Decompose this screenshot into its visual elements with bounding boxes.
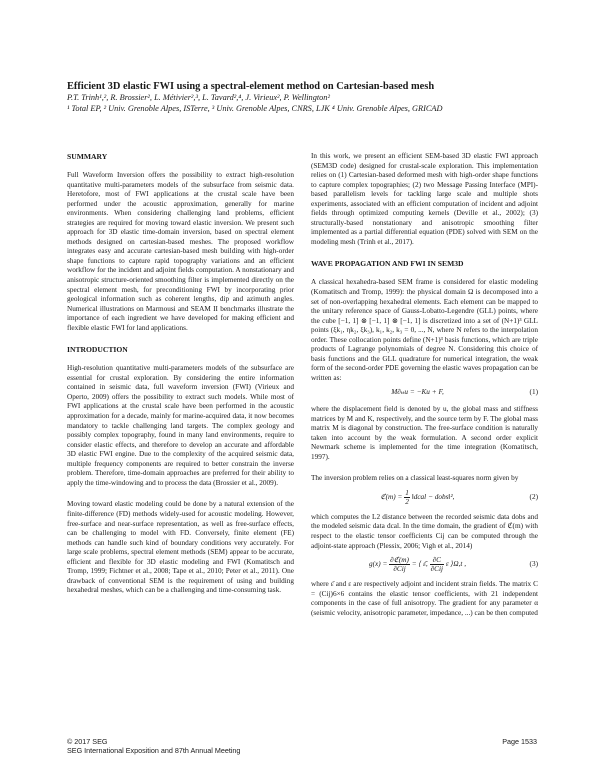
- inversion-paragraph-2: which computes the L2 distance between the recorded seismic data dobs and the modeled seismic data dcal. In the time domain, the gradient of ℭ(m) with respect to the elastic tensor coefficients Cij can be computed through the adjoint-state approach (Plessix, 2006; Vigh et al., 2014): [311, 512, 538, 550]
- equation-3-fraction-2: [430, 556, 444, 573]
- equation-2-fraction-denominator: 2: [405, 497, 409, 506]
- inversion-paragraph-1: The inversion problem relies on a classical least-squares norm given by: [311, 474, 519, 483]
- introduction-heading: INTRODUCTION: [67, 345, 128, 355]
- equation-2-number: (2): [529, 492, 538, 501]
- page-number: Page 1533: [502, 737, 537, 746]
- equation-3-lhs: g(x) =: [368, 560, 390, 569]
- summary-paragraph: Full Waveform Inversion offers the possibility to extract high-resolution quantitative multi-parameters models of the subsurface from seismic data. Heretofore, most of FWI applications at the crustal scale have been performed under the acoustic approximation, generally for marine environments. When considering challenging land problems, efficient strategies are required for moving toward elastic inversion. We present such approach for 3D elastic time-domain inversion, based on spectral element methods designed on cartesian-based meshes. The proposed workflow integrates easy and accurate cartesian-based mesh building with high-order shape functions to capture rapid topography variations and an efficient workflow for the incident and adjoint fields computation. A nonstationary and anisotropic structure-oriented smoothing filter is implemented directly on the spectral element mesh, for preconditioning FWI by incorporating prior geological information such as coherent lengths, dip and azimuth angles. Numerical illustrations on Marmousi and SEAM II benchmarks illustrate the importance of each ingredient we have developed for making efficient and flexible elastic FWI for land applications.: [67, 171, 294, 332]
- equation-3-number: (3): [529, 559, 538, 568]
- page-footer: [67, 737, 537, 755]
- equation-2-rhs: ‖dcal − dobs‖²,: [411, 493, 455, 502]
- summary-heading: SUMMARY: [67, 152, 108, 161]
- introduction-paragraph-2: Moving toward elastic modeling could be done by a natural extension of the finite-difference (FD) methods widely-used for acoustic modeling. However, free-surface and near-surface representation, as well as free-surface effects, can be challenging to model with FD. Conversely, finite element (FE) methods can handle such kind of boundary conditions very accurately. For large scale problems, spectral element methods (SEM) appear to be accurate, efficient and flexible for 3D elastic modeling and FWI (Komatitsch and Tromp, 1999; Fichtner et al., 2008; Tape et al., 2010; Peter et al., 2011). One drawback of conventional SEM is the requirement of using and building hexahedral meshes, which can be a challenging and time-consuming task.: [67, 500, 294, 595]
- equation-1-number: (1): [529, 388, 538, 397]
- equation-2-body: [311, 489, 524, 506]
- wave-paragraph-2: where the displacement field is denoted by u, the global mass and stiffness matrices by M and K, respectively, and the source term by F. The global mass matrix M is diagonal by construction. The free-surface condition is naturally taken into account by the weak formulation. A second order explicit Newmark scheme is implemented for the time integration (Komatitsch, 1997).: [311, 405, 538, 461]
- affiliation-list: ¹ Total EP, ² Univ. Grenoble Alpes, ISTerre, ³ Univ. Grenoble Alpes, CNRS, LJK ⁴ Univ. Grenoble Alpes, GRICAD: [67, 103, 443, 113]
- right-column: [311, 152, 538, 630]
- paper-header: [67, 81, 537, 114]
- equation-3-rhs: ε ⟩Ω,t ,: [445, 560, 467, 569]
- wave-paragraph-1: A classical hexahedra-based SEM frame is considered for elastic modeling (Komatitsch and Tromp, 1999): the physical domain Ω is decomposed into a set of non-overlapping hexahedral elements. Each element can be mapped to the unitary reference space of Gauss-Lobatto-Legendre (GLL) points, where the cube [−1, 1] ⊗ [−1, 1] ⊗ [−1, 1] is discretized into a set of (N+1)³ GLL points (ξk₁, ηk₂, ξk₃), k₁, k₂, k₃ = 0, ..., N, where N refers to the interpolation order. These collocation points define (N+1)³ basis functions, which are triple products of Lagrange polynomials of degree N. Considering this choice of basis functions and the GLL quadrature for numerical integration, the weak form of the second-order PDE governing the elastic waves propagation can be written as:: [311, 278, 538, 382]
- footer-conference: SEG International Exposition and 87th Annual Meeting: [67, 746, 241, 755]
- equation-3-middle: = ⟨ ε̄,: [411, 560, 430, 569]
- paper-title: Efficient 3D elastic FWI using a spectral-element method on Cartesian-based mesh: [67, 81, 435, 92]
- inversion-paragraph-3: where ε̄ and ε are respectively adjoint and incident strain fields. The matrix C = (Cij)6×6 contains the elastic tensor coefficients, with 21 independent components in the case of full anisotropy. The gradient for any parameter α (seismic velocity, anisotropic parameter, impedance, ...) can be then computed: [311, 580, 538, 617]
- equation-1: [311, 388, 538, 398]
- footer-copyright: © 2017 SEG: [67, 737, 108, 746]
- equation-3-fraction-2-numerator: ∂C: [430, 556, 444, 565]
- equation-3-fraction-1-denominator: ∂Cij: [393, 565, 406, 574]
- equation-3-fraction-1-numerator: ∂ℭ(m): [390, 556, 409, 565]
- equation-2-fraction-numerator: 1: [405, 488, 409, 497]
- equation-2-fraction: [404, 489, 410, 506]
- equation-3-fraction-1: [389, 556, 410, 573]
- equation-3-body: [311, 556, 524, 573]
- left-column: [67, 152, 294, 608]
- introduction-paragraph-1: High-resolution quantitative multi-parameters models of the subsurface are essential for crustal exploration. By considering the entire information contained in seismic data, full waveform inversion (FWI) (Virieux and Operto, 2009) offers the possibility to extract such models. While most of FWI applications at the crustal scale have been performed in the acoustic approximation for a decade, mainly for marine-acquired data, it now becomes mandatory to tackle challenging land targets. The complex geology and possibly complex topography, found in many land environments, require to consider elastic effects, and therefore to develop an accurate and affordable 3D elastic FWI engine. Due to the complexity of the acquired seismic data, multiple frequency components are required to better constrain the inverse problem. Therefore, time-domain approaches are preferred for their ability to apply the time-windowing and to process the data (Brossier et al., 2009).: [67, 364, 294, 487]
- equation-3: [311, 556, 538, 573]
- equation-2: [311, 489, 538, 506]
- equation-2-lhs: ℭ(m) =: [380, 493, 405, 502]
- equation-1-body: M∂ₜₜu = −Ku + F,: [391, 388, 444, 397]
- introduction-paragraph-3: In this work, we present an efficient SEM-based 3D elastic FWI approach (SEM3D code) designed for crustal-scale exploration. This implementation relies on (1) Cartesian-based deformed mesh with high-order shape functions to capture complex topographies; (2) two Message Passing Interface (MPI)-based parallelism levels for tackling large scale and multiple shots experiments, associated with an efficient computation of incident and adjoint fields through optimized computing kernels (Deville et al., 2002); (3) structurally-based nonstationary and anisotropic smoothing filter implemented as a partial differential equation (PDE) solved with SEM on the modeling mesh (Trinh et al., 2017).: [311, 152, 538, 246]
- author-list: P.T. Trinh¹,², R. Brossier², L. Métivier²,³, L. Tavard²,⁴, J. Virieux², P. Wellington²: [67, 93, 330, 102]
- wave-propagation-heading: WAVE PROPAGATION AND FWI IN SEM3D: [311, 259, 464, 269]
- equation-3-fraction-2-denominator: ∂Cij: [430, 565, 444, 574]
